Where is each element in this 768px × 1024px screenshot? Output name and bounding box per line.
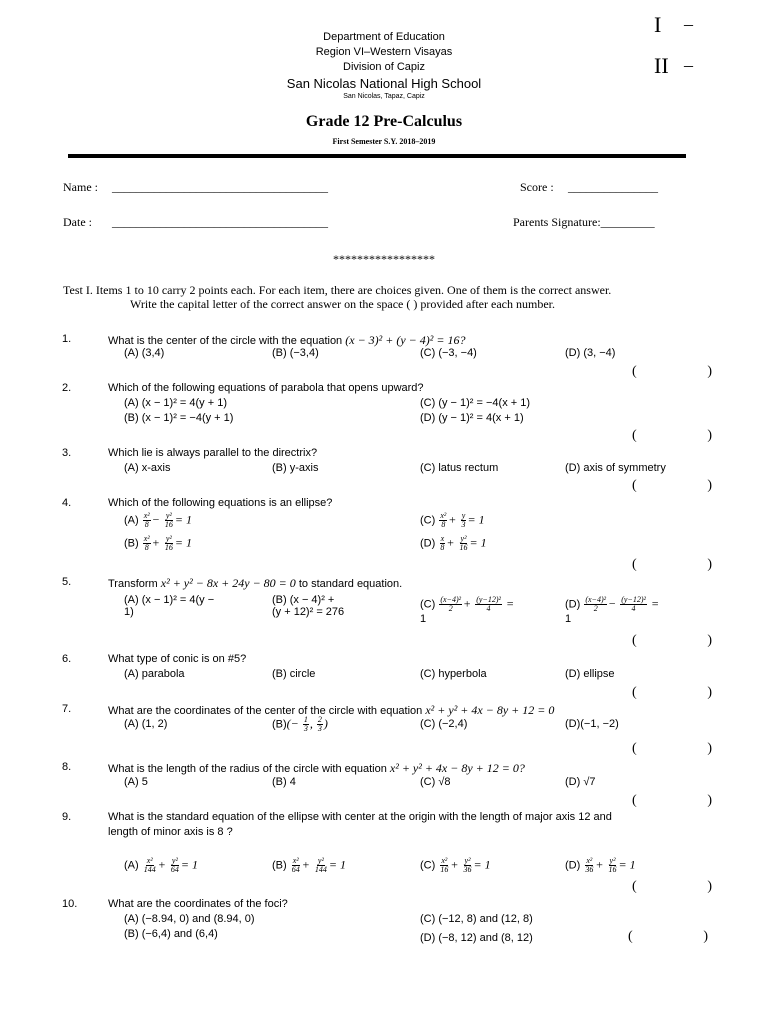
option-d[interactable]: (D) $\frac{\text{x²}}{36}$ + $\frac{\text{y²}}{16}$ = 1 [565, 856, 636, 874]
region-name: Region VI–Western Visayas [315, 46, 453, 58]
score-field[interactable]: _______________ [568, 180, 658, 194]
option-c[interactable]: (C) (−12, 8) and (12, 8) [420, 913, 533, 925]
question-text: Which of the following equations is an ellipse? [108, 497, 333, 509]
question-text: What is the standard equation of the ellipse with center at the origin with the length of major axis 12 and [108, 811, 612, 823]
question-number: 5. [62, 576, 72, 588]
answer-blank[interactable]: ( ) [632, 685, 712, 700]
answer-blank[interactable]: ( ) [632, 428, 712, 443]
date-label: Date : [63, 215, 92, 229]
option-a[interactable]: (A) $\frac{\text{x²}}{8}$ − $\frac{\text{y²}}{16}$ = 1 [124, 511, 192, 529]
roman-two: II [654, 53, 669, 78]
division-name: Division of Capiz [343, 61, 425, 73]
question-text: What is the length of the radius of the circle with equation x² + y² + 4x − 8y + 12 = 0? [108, 761, 525, 775]
option-d[interactable]: (D)(−1, −2) [565, 718, 619, 730]
question-number: 7. [62, 703, 72, 715]
question-number: 9. [62, 811, 72, 823]
option-c[interactable]: (C) √8 [420, 776, 451, 788]
option-a[interactable]: (A) x-axis [124, 462, 171, 474]
parents-signature-field[interactable]: Parents Signature:_________ [513, 215, 655, 229]
option-d[interactable]: (D) √7 [565, 776, 596, 788]
instructions-line-2: Write the capital letter of the correct answer on the space ( ) provided after each number. [130, 297, 555, 311]
option-b[interactable]: (B) (x − 1)² = −4(y + 1) [124, 412, 234, 424]
roman-one: I [654, 12, 662, 37]
name-label: Name : [63, 180, 98, 194]
option-b[interactable]: (B) y-axis [272, 462, 319, 474]
question-number: 1. [62, 333, 72, 345]
answer-blank[interactable]: ( ) [632, 741, 712, 756]
option-a[interactable]: (A) (3,4) [124, 347, 165, 359]
option-c[interactable]: (C) $\frac{\text{x²}}{16}$ + $\frac{\text{y²}}{36}$ = 1 [420, 856, 491, 874]
option-c[interactable]: (C) $\frac{\text{x²}}{8}$ + $\frac{y}{3}$ = 1 [420, 511, 485, 529]
question-text-line-2: length of minor axis is 8 ? [108, 826, 233, 838]
question-number: 8. [62, 761, 72, 773]
option-b[interactable]: (B) $\frac{\text{x²}}{64}$ + $\frac{\text{y²}}{144}$ = 1 [272, 856, 347, 874]
option-a[interactable]: (A) 5 [124, 776, 148, 788]
option-c[interactable]: (C) latus rectum [420, 462, 499, 474]
school-name: San Nicolas National High School [286, 76, 482, 91]
option-d[interactable]: (D) (3, −4) [565, 347, 616, 359]
name-field[interactable]: ____________________________________ [112, 180, 328, 194]
answer-blank[interactable]: ( ) [632, 557, 712, 572]
option-a[interactable]: (A) parabola [124, 668, 185, 680]
option-c[interactable]: (C) hyperbola [420, 668, 487, 680]
question-number: 10. [62, 898, 78, 910]
answer-blank[interactable]: ( ) [632, 793, 712, 808]
question-text: Which lie is always parallel to the directrix? [108, 447, 318, 459]
department-name: Department of Education [323, 31, 445, 43]
option-b[interactable]: (B) (−6,4) and (6,4) [124, 928, 218, 940]
answer-blank[interactable]: ( ) [632, 879, 712, 894]
option-c[interactable]: (C) (y − 1)² = −4(x + 1) [420, 397, 531, 409]
answer-blank[interactable]: ( ) [628, 929, 708, 944]
question-text: Which of the following equations of parabola that opens upward? [108, 382, 424, 394]
option-b[interactable]: (B) circle [272, 668, 316, 680]
question-text: What are the coordinates of the center of the circle with equation x² + y² + 4x − 8y + 12 = 0 [108, 703, 555, 717]
option-d[interactable]: (D) ellipse [565, 668, 615, 680]
option-c[interactable]: (C) $\frac{\text{(x−4)²}}{2}$ + $\frac{\text{(y−12)²}}{4}$ = 1 [420, 595, 515, 625]
divider-stars: ***************** [333, 252, 435, 266]
option-a[interactable]: (A) (x − 1)² = 4(y + 1) [124, 397, 227, 409]
option-b[interactable]: (B)(− $\frac{1}{3}$ , $\frac{2}{3}$ ) [272, 715, 328, 733]
option-d[interactable]: (D) $\frac{\text{(x−4)²}}{2}$ − $\frac{\text{(y−12)²}}{4}$ = 1 [565, 595, 660, 625]
option-d[interactable]: (D) (−8, 12) and (8, 12) [420, 932, 533, 944]
question-number: 2. [62, 382, 72, 394]
roman-two-dash: – [684, 55, 693, 75]
option-a[interactable]: (A) (x − 1)² = 4(y − 1) [124, 594, 215, 618]
question-text: What are the coordinates of the foci? [108, 898, 288, 910]
option-d[interactable]: (D) (y − 1)² = 4(x + 1) [420, 412, 524, 424]
answer-blank[interactable]: ( ) [632, 364, 712, 379]
semester: First Semester S.Y. 2018–2019 [332, 137, 436, 146]
option-c[interactable]: (C) (−3, −4) [420, 347, 477, 359]
option-d[interactable]: (D) axis of symmetry [565, 462, 666, 474]
page-title: Grade 12 Pre-Calculus [305, 113, 463, 130]
question-number: 4. [62, 497, 72, 509]
option-a[interactable]: (A) (1, 2) [124, 718, 168, 730]
option-b[interactable]: (B) (−3,4) [272, 347, 319, 359]
option-a[interactable]: (A) $\frac{\text{x²}}{144}$ + $\frac{\text{y²}}{64}$ = 1 [124, 856, 199, 874]
question-text: What is the center of the circle with the equation (x − 3)² + (y − 4)² = 16? [108, 333, 466, 347]
date-field[interactable]: ____________________________________ [112, 215, 328, 229]
answer-blank[interactable]: ( ) [632, 633, 712, 648]
question-number: 3. [62, 447, 72, 459]
header-rule [68, 154, 686, 158]
option-d[interactable]: (D) $\frac{x}{8}$ + $\frac{\text{y²}}{16}$ = 1 [420, 534, 487, 552]
roman-one-dash: – [684, 14, 693, 34]
question-text: Transform x² + y² − 8x + 24y − 80 = 0 to standard equation. [108, 576, 403, 590]
answer-blank[interactable]: ( ) [632, 478, 712, 493]
score-label: Score : [520, 180, 554, 194]
option-b[interactable]: (B) (x − 4)² + (y + 12)² = 276 [272, 594, 345, 618]
option-c[interactable]: (C) (−2,4) [420, 718, 468, 730]
option-b[interactable]: (B) $\frac{\text{x²}}{8}$ + $\frac{\text{y²}}{16}$ = 1 [124, 534, 192, 552]
question-number: 6. [62, 653, 72, 665]
question-text: What type of conic is on #5? [108, 653, 247, 665]
school-address: San Nicolas, Tapaz, Capiz [343, 93, 425, 100]
option-b[interactable]: (B) 4 [272, 776, 296, 788]
option-a[interactable]: (A) (−8.94, 0) and (8.94, 0) [124, 913, 255, 925]
instructions-line-1: Test I. Items 1 to 10 carry 2 points each. For each item, there are choices given. One of them is the correct answer. [63, 283, 612, 297]
